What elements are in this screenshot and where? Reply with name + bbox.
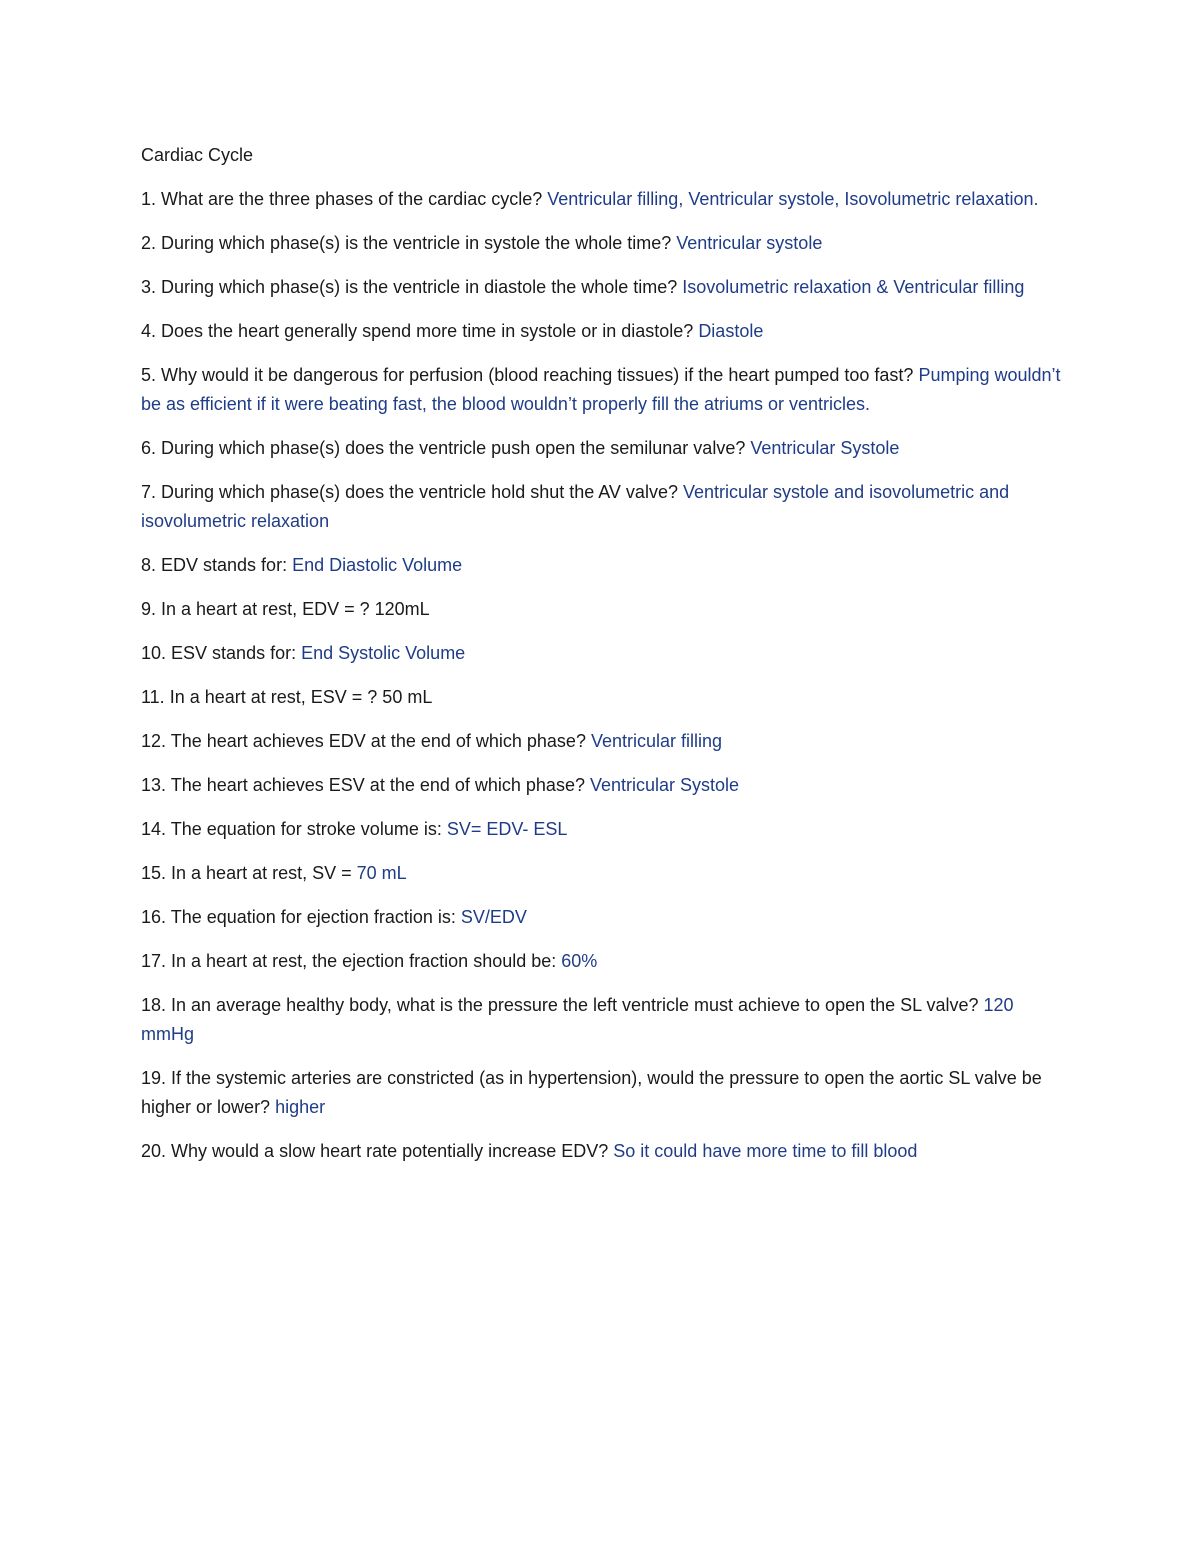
question-text: 12. The heart achieves EDV at the end of which phase? <box>141 731 586 751</box>
question-text: 10. ESV stands for: <box>141 643 297 663</box>
question-text: 6. During which phase(s) does the ventricle push open the semilunar valve? <box>141 438 746 458</box>
question-text: 16. The equation for ejection fraction is: <box>141 907 456 927</box>
answer-text: Ventricular filling, Ventricular systole, Isovolumetric relaxation. <box>547 189 1039 209</box>
question-text: 11. In a heart at rest, ESV = ? 50 mL <box>141 687 433 707</box>
qa-item-16 <box>141 903 1066 932</box>
qa-item-5 <box>141 361 1066 419</box>
answer-text: Pumping wouldn’t be as efficient if it were beating fast, the blood wouldn’t properly fill the atriums or ventricles. <box>141 365 1061 414</box>
question-text: 5. Why would it be dangerous for perfusion (blood reaching tissues) if the heart pumped too fast? <box>141 365 914 385</box>
question-text: 1. What are the three phases of the cardiac cycle? <box>141 189 543 209</box>
qa-item-3 <box>141 273 1066 302</box>
qa-item-14 <box>141 815 1066 844</box>
question-text: 9. In a heart at rest, EDV = ? 120mL <box>141 599 430 619</box>
answer-text: Diastole <box>698 321 764 341</box>
qa-item-9 <box>141 595 1066 624</box>
question-text: 3. During which phase(s) is the ventricle in diastole the whole time? <box>141 277 678 297</box>
qa-item-20 <box>141 1137 1066 1166</box>
qa-item-17 <box>141 947 1066 976</box>
question-text: 14. The equation for stroke volume is: <box>141 819 442 839</box>
answer-text: Ventricular Systole <box>589 775 740 795</box>
answer-text: So it could have more time to fill blood <box>613 1141 918 1161</box>
question-text: 8. EDV stands for: <box>141 555 288 575</box>
qa-item-11 <box>141 683 1066 712</box>
qa-item-2 <box>141 229 1066 258</box>
question-text: 7. During which phase(s) does the ventricle hold shut the AV valve? <box>141 482 678 502</box>
qa-item-10 <box>141 639 1066 668</box>
qa-item-15 <box>141 859 1066 888</box>
qa-item-18 <box>141 991 1066 1049</box>
answer-text: 60% <box>561 951 598 971</box>
answer-text: End Systolic Volume <box>301 643 466 663</box>
qa-item-8 <box>141 551 1066 580</box>
question-text: 2. During which phase(s) is the ventricle in systole the whole time? <box>141 233 672 253</box>
answer-text: Ventricular Systole <box>750 438 900 458</box>
qa-item-13 <box>141 771 1066 800</box>
answer-text: Ventricular systole <box>676 233 823 253</box>
answer-text: SV/EDV <box>460 907 527 927</box>
qa-item-12 <box>141 727 1066 756</box>
answer-text: higher <box>275 1097 326 1117</box>
answer-text: End Diastolic Volume <box>292 555 463 575</box>
document-page <box>141 141 1066 1181</box>
question-text: 15. In a heart at rest, SV = <box>141 863 352 883</box>
question-text: 4. Does the heart generally spend more time in systole or in diastole? <box>141 321 694 341</box>
answer-text: Ventricular systole and isovolumetric and isovolumetric relaxation <box>141 482 1010 531</box>
qa-item-6 <box>141 434 1066 463</box>
answer-text: SV= EDV- ESL <box>446 819 568 839</box>
question-text: 18. In an average healthy body, what is the pressure the left ventricle must achieve to open the SL valve? <box>141 995 979 1015</box>
question-text: 20. Why would a slow heart rate potentially increase EDV? <box>141 1141 609 1161</box>
qa-item-4 <box>141 317 1066 346</box>
question-text: 17. In a heart at rest, the ejection fraction should be: <box>141 951 557 971</box>
question-text: 13. The heart achieves ESV at the end of which phase? <box>141 775 585 795</box>
qa-item-19 <box>141 1064 1066 1122</box>
qa-item-7 <box>141 478 1066 536</box>
answer-text: Isovolumetric relaxation & Ventricular filling <box>682 277 1025 297</box>
answer-text: 70 mL <box>356 863 407 883</box>
qa-item-1 <box>141 185 1066 214</box>
answer-text: Ventricular filling <box>590 731 723 751</box>
question-text: 19. If the systemic arteries are constricted (as in hypertension), would the pressure to open the aortic SL valve be higher or lower? <box>141 1068 1042 1117</box>
answer-text: 120 mmHg <box>141 995 1014 1044</box>
document-title: Cardiac Cycle <box>141 145 254 165</box>
